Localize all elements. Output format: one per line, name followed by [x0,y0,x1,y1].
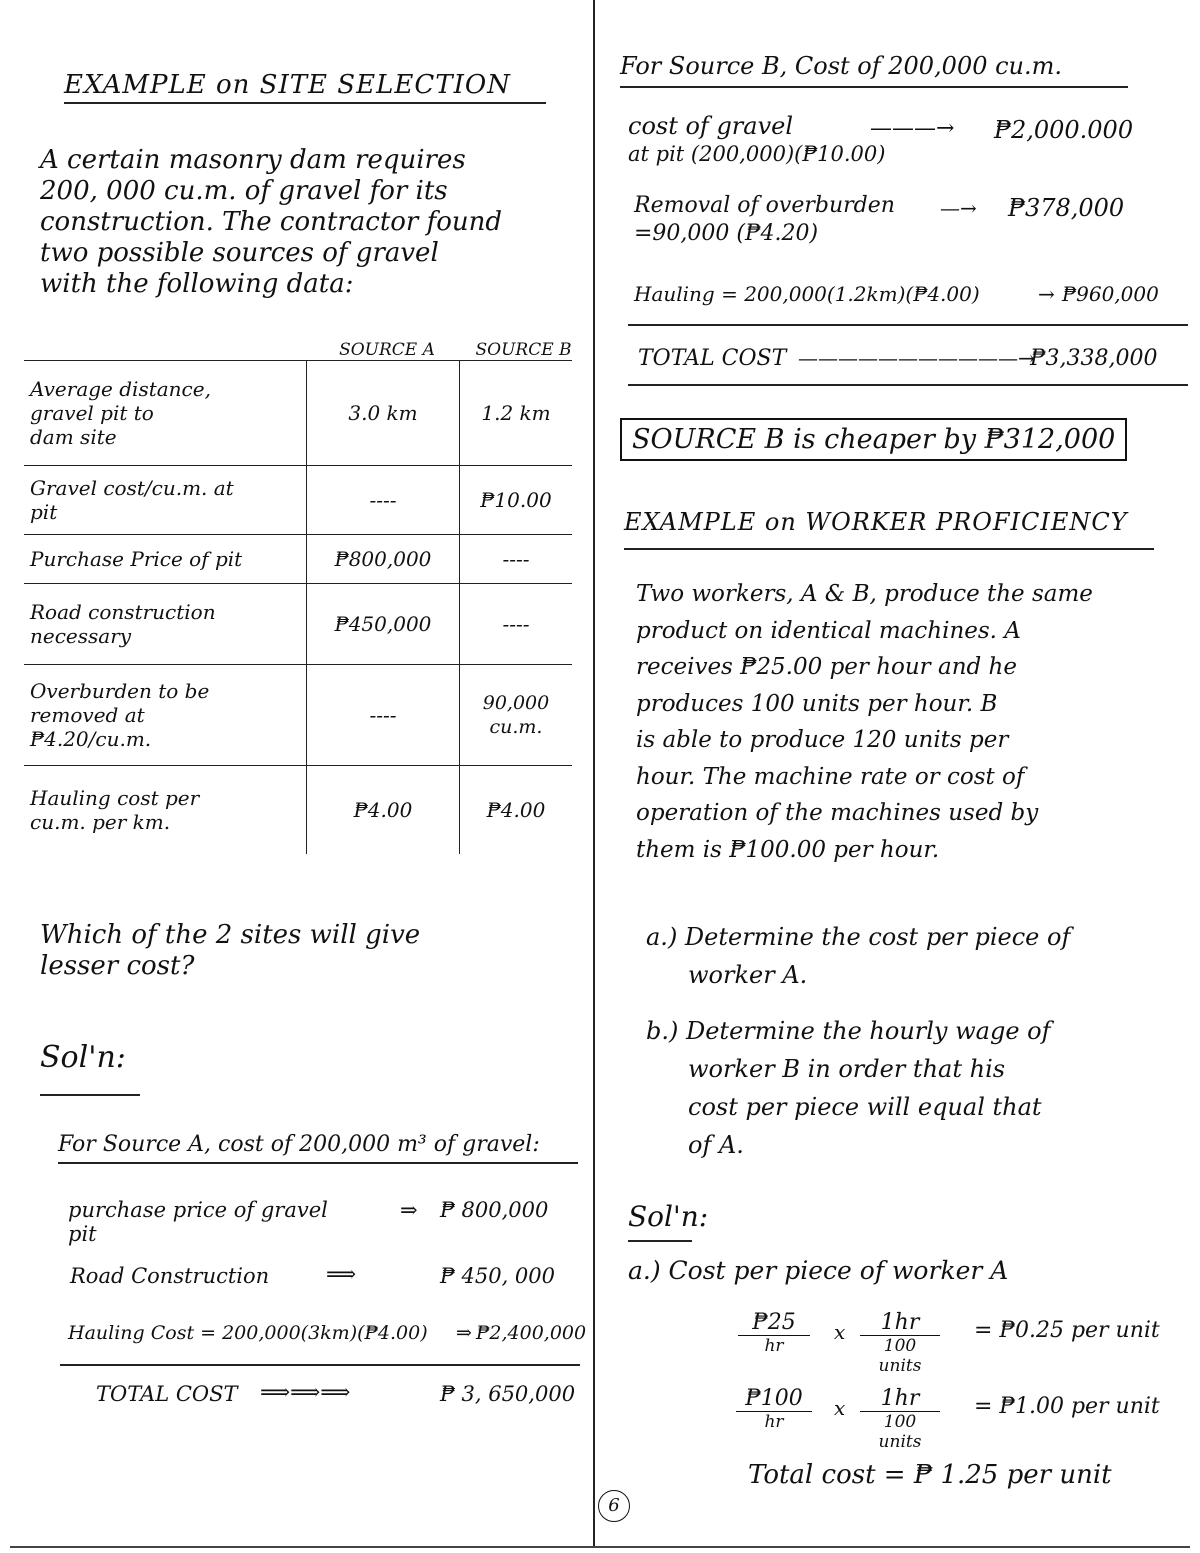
worker-proficiency-title: EXAMPLE on WORKER PROFICIENCY [624,508,1128,536]
overburden-value: ₱378,000 [1008,194,1125,222]
problem-text [40,145,502,300]
sum-rule [628,324,1188,326]
source-a-underline [58,1162,578,1164]
hauling-b-value: ₱960,000 [1062,282,1159,306]
arrow-icon: ⟹⟹⟹ [260,1380,351,1404]
denominator: 100 units [878,1336,922,1376]
source-b-heading: For Source B, Cost of 200,000 cu.m. [620,52,1063,80]
gravel-label [628,112,885,168]
overburden-label [634,192,895,248]
numerator: 1hr [860,1310,940,1336]
cell-source-b: ---- [460,584,573,665]
cell-source-b: ₱4.00 [460,766,573,855]
arrow-icon: ⟹ [326,1262,357,1286]
row-label [24,361,307,466]
problem2-line: Two workers, A & B, produce the same [636,581,1093,607]
label-line: at pit (200,000)(₱10.00) [628,142,886,166]
road-label: Road Construction [70,1264,270,1288]
arrow-icon: ———→ [870,116,955,141]
gravel-value: ₱2,000.000 [994,116,1134,144]
row-label [24,766,307,855]
eq2-fraction-1 [736,1386,812,1432]
problem-line: construction. The contractor found [40,207,503,237]
question-line: lesser cost? [40,951,195,981]
eq2-fraction-2 [860,1386,940,1452]
problem2-line: produces 100 units per hour. B [636,690,998,717]
source-b-underline [620,86,1128,88]
problem-line: A certain masonry dam requires [40,145,466,175]
source-a-heading: For Source A, cost of 200,000 m³ of gravel: [58,1132,540,1157]
solution2-label: Sol'n: [628,1200,709,1233]
label-line: =90,000 (₱4.20) [634,221,819,246]
question-line: a.) Determine the cost per piece of [646,923,1071,951]
table-row [24,584,572,665]
arrow-icon: ———————————→ [798,346,1035,370]
title-underline [64,102,546,104]
arrow-icon: —→ [940,196,977,220]
header-source-b: SOURCE B [475,340,572,360]
table-row [24,766,572,855]
table-row [24,361,572,466]
table-row [24,466,572,535]
purchase-label [68,1198,328,1246]
denominator: hr [764,1412,784,1432]
total-b-value: ₱3,338,000 [1030,346,1158,371]
label-line: Purchase Price of pit [30,547,243,571]
table-row [24,535,572,584]
numerator: ₱100 [736,1386,812,1412]
hauling-value: ₱2,400,000 [476,1322,587,1344]
solution-label: Sol'n: [40,1040,126,1075]
question-line: cost per piece will equal that [688,1093,1042,1121]
source-data-table [24,360,572,854]
label-line: pit [30,500,58,524]
question-line: Which of the 2 sites will give [40,920,421,950]
page-number: 6 [598,1490,630,1522]
label-line: gravel pit to [30,401,154,425]
denominator: hr [764,1336,784,1356]
question-line: of A. [688,1131,744,1159]
total-b-label: TOTAL COST [638,346,787,371]
question-b [646,1012,1050,1164]
site-selection-title: EXAMPLE on SITE SELECTION [64,70,511,100]
table-row [24,665,572,766]
bottom-rule [10,1546,1190,1548]
purchase-value: ₱ 800,000 [440,1198,549,1222]
question-a [646,918,1070,994]
eq1-fraction-2 [860,1310,940,1376]
label-line: purchase price of gravel [68,1198,328,1222]
total-cost-line: Total cost = ₱ 1.25 per unit [748,1460,1112,1490]
column-divider [593,0,595,1548]
eq1-result: = ₱0.25 per unit [974,1318,1160,1343]
title2-underline [624,548,1154,550]
question-line: worker A. [688,961,808,989]
problem-line: two possible sources of gravel [40,238,439,268]
row-label [24,665,307,766]
cell-source-b: ---- [460,535,573,584]
arrow-icon: ⇒ [400,1198,418,1222]
problem2-line: operation of the machines used by [636,800,1039,826]
problem-line: 200, 000 cu.m. of gravel for its [40,176,448,206]
question-line: b.) Determine the hourly wage of [646,1017,1051,1045]
label-line: necessary [30,624,132,648]
label-line: removed at [30,703,145,727]
row-label [24,535,307,584]
times-sign: x [834,1320,846,1344]
numerator: 1hr [860,1386,940,1412]
label-line: Road construction [30,600,216,624]
cell-source-a: ₱4.00 [307,766,460,855]
arrow-icon: → [1038,282,1055,306]
solution2-underline [628,1240,692,1242]
label-line: Removal of overburden [634,193,895,218]
problem2-text [636,576,1093,868]
denominator: 100 units [878,1412,922,1452]
cell-source-a: ---- [307,466,460,535]
problem2-line: is able to produce 120 units per [636,727,1009,753]
cell-source-b: ₱10.00 [460,466,573,535]
cell-source-b: 90,000 cu.m. [460,665,573,766]
hauling-label: Hauling Cost = 200,000(3km)(₱4.00) [68,1322,428,1344]
total-value: ₱ 3, 650,000 [440,1382,576,1406]
cell-source-b: 1.2 km [460,361,573,466]
total-label: TOTAL COST [96,1382,238,1406]
cell-source-a: ₱800,000 [307,535,460,584]
label-line: cu.m. per km. [30,810,171,834]
label-line: Overburden to be [30,679,210,703]
problem-line: with the following data: [40,269,354,299]
times-sign: x [834,1396,846,1420]
label-line: Gravel cost/cu.m. at [30,476,234,500]
numerator: ₱25 [738,1310,810,1336]
cell-source-a: ₱450,000 [307,584,460,665]
cell-source-a: 3.0 km [307,361,460,466]
row-label [24,584,307,665]
eq2-result: = ₱1.00 per unit [974,1394,1160,1419]
label-line: Hauling cost per [30,786,200,810]
solution-a-line: a.) Cost per piece of worker A [628,1256,1009,1285]
problem2-line: receives ₱25.00 per hour and he [636,654,1017,680]
arrow-icon: ⇒ [456,1322,472,1344]
label-line: Average distance, [30,377,211,401]
total-rule [628,384,1188,386]
cheaper-result-box: SOURCE B is cheaper by ₱312,000 [620,418,1127,461]
road-value: ₱ 450, 000 [440,1264,556,1288]
sum-rule [60,1364,580,1366]
question-line: worker B in order that his [688,1055,1006,1083]
hauling-b-line: Hauling = 200,000(1.2km)(₱4.00) [634,282,980,306]
problem2-line: product on identical machines. A [636,617,1021,644]
question-text [40,920,420,982]
label-line: ₱4.20/cu.m. [30,727,152,751]
solution-underline [40,1094,140,1096]
label-line: pit [68,1222,97,1246]
problem2-line: hour. The machine rate or cost of [636,763,1025,790]
row-label [24,466,307,535]
problem2-line: them is ₱100.00 per hour. [636,836,940,863]
label-line: dam site [30,425,117,449]
eq1-fraction-1 [738,1310,810,1356]
header-source-a: SOURCE A [339,340,435,360]
label-line: cost of gravel [628,112,794,140]
cell-source-a: ---- [307,665,460,766]
